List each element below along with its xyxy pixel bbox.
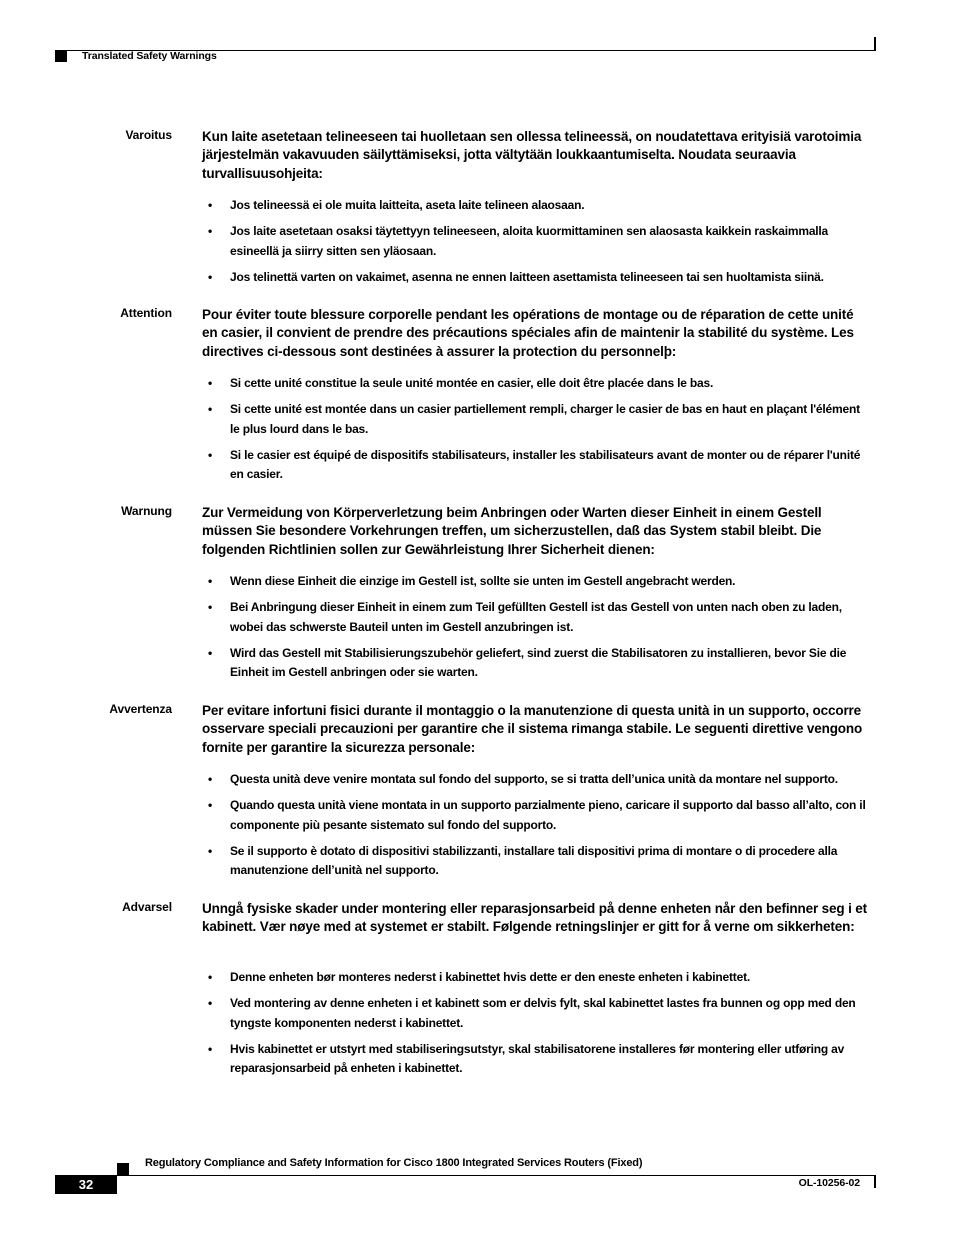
list-item bbox=[208, 374, 872, 394]
bullet-icon: • bbox=[208, 996, 213, 1010]
warning-intro-text: Kun laite asetetaan telineeseen tai huolletaan sen ollessa telineessä, on noudatettava erityisiä varotoimia järjestelmän vakavuuden säilyttämiseksi, jotta vältytään loukkaantumiselta. Noudata seuraavia turvallisuusohjeita: bbox=[202, 129, 862, 181]
footer-marker bbox=[117, 1163, 129, 1175]
list-item-text: Jos telineessä ei ole muita laitteita, aseta laite telineen alaosaan. bbox=[230, 198, 585, 212]
list-item bbox=[208, 644, 872, 683]
bullet-icon: • bbox=[208, 798, 213, 812]
bullet-icon: • bbox=[208, 772, 213, 786]
warning-language-label: Varoitus bbox=[125, 128, 172, 142]
list-item-text: Wird das Gestell mit Stabilisierungszubehör geliefert, sind zuerst die Stabilisatoren zu installieren, bevor Sie die Einheit im Gestell anbringen oder sie warten. bbox=[230, 645, 847, 679]
warning-language-label: Advarsel bbox=[122, 900, 172, 914]
list-item-text: Si le casier est équipé de dispositifs stabilisateurs, installer les stabilisateurs avant de monter ou de réparer l'unité en casier. bbox=[230, 447, 861, 481]
warning-bullet-list bbox=[208, 196, 872, 294]
bullet-icon: • bbox=[208, 224, 213, 238]
warning-bullet-list bbox=[208, 572, 872, 689]
list-item bbox=[208, 572, 872, 592]
warning-language-label: Attention bbox=[120, 306, 172, 320]
bullet-icon: • bbox=[208, 447, 213, 462]
bullet-icon: • bbox=[208, 970, 213, 984]
bullet-icon: • bbox=[208, 843, 213, 858]
bullet-icon: • bbox=[208, 402, 213, 416]
list-item-text: Bei Anbringung dieser Einheit in einem zum Teil gefüllten Gestell ist das Gestell von unten nach oben zu laden, wobei das schwerste Bauteil unten im Gestell anzubringen ist. bbox=[230, 600, 842, 634]
document-number: OL-10256-02 bbox=[798, 1177, 860, 1189]
list-item bbox=[208, 196, 872, 216]
page-number: 32 bbox=[55, 1175, 117, 1194]
list-item-text: Jos laite asetetaan osaksi täytettyyn telineeseen, aloita kuormittaminen sen alaosasta kaikkein raskaimmalla esineellä ja siirry sitten sen yläosaan. bbox=[230, 224, 829, 258]
bullet-icon: • bbox=[208, 376, 213, 390]
bullet-icon: • bbox=[208, 600, 213, 614]
bullet-icon: • bbox=[208, 198, 213, 212]
header-marker bbox=[55, 50, 67, 62]
warning-intro-text: Per evitare infortuni fisici durante il montaggio o la manutenzione di questa unità in un supporto, occorre osservare speciali precauzioni per garantire che il sistema rimanga stabile. Le seguenti direttive vengono fornite per garantire la sicurezza personale: bbox=[202, 703, 863, 755]
list-item bbox=[208, 1040, 872, 1079]
list-item bbox=[208, 994, 872, 1033]
list-item-text: Hvis kabinettet er utstyrt med stabiliseringsutstyr, skal stabilisatorene installeres før montering eller utføring av reparasjonsarbeid på enheten i kabinettet. bbox=[230, 1041, 845, 1075]
list-item-text: Se il supporto è dotato di dispositivi stabilizzanti, installare tali dispositivi prima di montare o di procedere alla manutenzione dell’unità nel supporto. bbox=[230, 843, 838, 877]
bullet-icon: • bbox=[208, 645, 213, 660]
footer-document-title: Regulatory Compliance and Safety Information for Cisco 1800 Integrated Services Routers (Fixed) bbox=[145, 1157, 643, 1169]
list-item bbox=[208, 842, 872, 881]
warning-bullet-list bbox=[208, 968, 872, 1085]
warning-bullet-list bbox=[208, 770, 872, 887]
warning-language-label: Warnung bbox=[121, 504, 172, 518]
bullet-icon: • bbox=[208, 1041, 213, 1056]
list-item-text: Si cette unité est montée dans un casier partiellement rempli, charger le casier de bas en haut en plaçant l'élément le plus lourd dans le bas. bbox=[230, 402, 860, 436]
list-item-text: Questa unità deve venire montata sul fondo del supporto, se si tratta dell’unica unità da montare nel supporto. bbox=[230, 772, 838, 786]
list-item-text: Wenn diese Einheit die einzige im Gestell ist, sollte sie unten im Gestell angebracht werden. bbox=[230, 574, 736, 588]
list-item-text: Denne enheten bør monteres nederst i kabinettet hvis dette er den eneste enheten i kabinettet. bbox=[230, 970, 750, 984]
list-item-text: Quando questa unità viene montata in un supporto parzialmente pieno, caricare il supporto dal basso all’alto, con il componente più pesante sistemato sul fondo del supporto. bbox=[230, 798, 866, 832]
list-item bbox=[208, 796, 872, 835]
warning-language-label: Avvertenza bbox=[109, 702, 172, 716]
list-item bbox=[208, 400, 872, 439]
list-item bbox=[208, 770, 872, 790]
bullet-icon: • bbox=[208, 574, 213, 588]
running-header-title: Translated Safety Warnings bbox=[82, 50, 217, 62]
list-item bbox=[208, 598, 872, 637]
list-item bbox=[208, 968, 872, 988]
list-item-text: Ved montering av denne enheten i et kabinett som er delvis fylt, skal kabinettet lastes fra bunnen og opp med den tyngste komponenten nederst i kabinettet. bbox=[230, 996, 856, 1030]
warning-intro-text: Unngå fysiske skader under montering eller reparasjonsarbeid på denne enheten når den befinner seg i et kabinett. Vær nøye med at systemet er stabilt. Følgende retningslinjer er gitt for å verne om sikkerheten: bbox=[202, 901, 867, 935]
warning-intro-text: Pour éviter toute blessure corporelle pendant les opérations de montage ou de réparation de cette unité en casier, il convient de prendre des précautions spéciales afin de maintenir la stabilité du système. Les directives ci-dessous sont destinées à assurer la protection du personnelþ: bbox=[202, 307, 854, 359]
footer-tick bbox=[874, 1175, 876, 1188]
footer-rule bbox=[117, 1175, 876, 1176]
list-item-text: Jos telinettä varten on vakaimet, asenna ne ennen laitteen asettamista telineeseen tai sen huoltamista siinä. bbox=[230, 269, 824, 284]
bullet-icon: • bbox=[208, 269, 213, 284]
header-tick bbox=[874, 37, 876, 51]
list-item bbox=[208, 446, 872, 485]
warning-bullet-list bbox=[208, 374, 872, 491]
list-item bbox=[208, 268, 872, 288]
list-item bbox=[208, 222, 872, 261]
list-item-text: Si cette unité constitue la seule unité montée en casier, elle doit être placée dans le bas. bbox=[230, 376, 714, 390]
warning-intro-text: Zur Vermeidung von Körperverletzung beim Anbringen oder Warten dieser Einheit in einem Gestell müssen Sie besondere Vorkehrungen treffen, um sicherzustellen, daß das System stabil bleibt. Die folgenden Richtlinien sollen zur Gewährleistung Ihrer Sicherheit dienen: bbox=[202, 505, 822, 557]
